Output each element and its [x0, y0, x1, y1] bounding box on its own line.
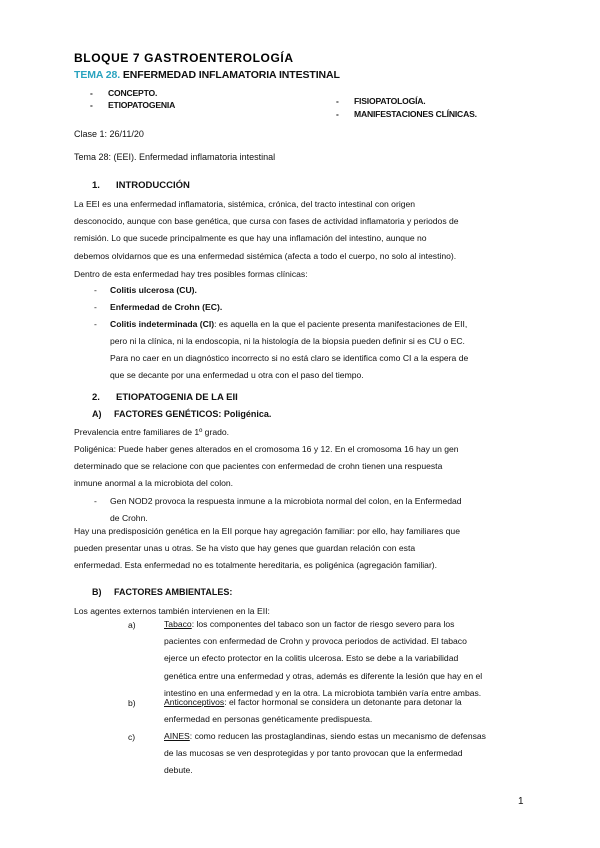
item-marker: a): [128, 620, 136, 630]
paragraph: Los agentes externos también intervienen en la EII:: [74, 606, 270, 616]
paragraph: Poligénica: Puede haber genes alterados en el cromosoma 16 y 12. En el cromosoma 16 hay un gen determinado que se relacione con que pacientes con enfermedad de crohn tienen una respuesta inmune anormal a la microbiota del colon.: [74, 444, 459, 489]
list-item: - Colitis ulcerosa (CU).: [94, 285, 197, 295]
tema-number: TEMA 28.: [74, 69, 121, 81]
tema-line: Tema 28: (EEI). Enfermedad inflamatoria intestinal: [74, 152, 276, 162]
topic-item: - CONCEPTO.: [90, 88, 158, 98]
factor-item-aines: AINES: como reducen las prostaglandinas, siendo estas un mecanismo de defensas de las mucosas se ven desprotegidas y por tanto provocan que la enfermedad debute.: [164, 731, 486, 776]
topic-item: - FISIOPATOLOGÍA.: [336, 96, 426, 106]
block-title: BLOQUE 7 GASTROENTEROLOGÍA: [74, 51, 294, 65]
subsection-heading: A) FACTORES GENÉTICOS: Poligénica.: [92, 409, 272, 419]
section-heading: 2. ETIOPATOGENIA DE LA EII: [92, 392, 238, 403]
list-item-continuation: pero ni la clínica, ni la endoscopia, ni la histología de la biopsia pueden definir si es CU o EC. Para no caer en un diagnóstico incorrecto si no está claro se identifica como CI a la espera de que se decante por una enfermedad u otra con el paso del tiempo.: [110, 336, 469, 381]
tema-heading: [74, 69, 340, 81]
intro-paragraph: La EEI es una enfermedad inflamatoria, sistémica, crónica, del tracto intestinal con origen desconocido, aunque con base genética, que cursa con fases de actividad inflamatoria y periodos de remisión. Lo que sucede principalmente es que hay una inflamación del intestino, aunque no debemos olvidarnos que es una enfermedad sistémica (afecta a todo el cuerpo, no solo al intestino).: [74, 199, 459, 261]
page-number: 1: [518, 796, 524, 807]
subsection-heading: B) FACTORES AMBIENTALES:: [92, 587, 233, 597]
paragraph: Hay una predisposición genética en la EII porque hay agregación familiar: por ello, hay familiares que pueden presentar unas u otras. Se ha visto que hay genes que guardan relación con esta enfermedad. Esta enfermedad no es totalmente hereditaria, es poligénica (agregación familiar).: [74, 526, 460, 571]
factor-item-tabaco: Tabaco: los componentes del tabaco son un factor de riesgo severo para los pacientes con enfermedad de Crohn y provoca periodos de actividad. El tabaco ejerce un efecto protector en la colitis ulcerosa. Esto se debe a la variabilidad genética entre una enfermedad y otras, además es diferente la lesión que hay en el intestino en una enfermedad y en la otra. La microbiota también varía entre ambas.: [164, 619, 483, 698]
class-date: Clase 1: 26/11/20: [74, 129, 144, 139]
tema-title: ENFERMEDAD INFLAMATORIA INTESTINAL: [122, 69, 340, 81]
topic-item: - ETIOPATOGENIA: [90, 100, 176, 110]
list-item: - Colitis indeterminada (CI): es aquella en la que el paciente presenta manifestaciones de EII,: [94, 319, 468, 329]
factor-item-anticonceptivos: Anticonceptivos: el factor hormonal se considera un detonante para detonar la enfermedad en personas genéticamente predispuesta.: [164, 697, 462, 725]
item-marker: c): [128, 732, 136, 742]
list-item: - Gen NOD2 provoca la respuesta inmune a la microbiota normal del colon, en la Enfermedad de Crohn.: [94, 496, 462, 524]
list-item: - Enfermedad de Crohn (EC).: [94, 302, 223, 312]
section-heading: 1. INTRODUCCIÓN: [92, 180, 190, 191]
paragraph: Prevalencia entre familiares de 1º grado.: [74, 427, 230, 437]
forms-intro: Dentro de esta enfermedad hay tres posibles formas clínicas:: [74, 269, 308, 279]
item-marker: b): [128, 698, 136, 708]
topic-item: - MANIFESTACIONES CLÍNICAS.: [336, 109, 477, 119]
